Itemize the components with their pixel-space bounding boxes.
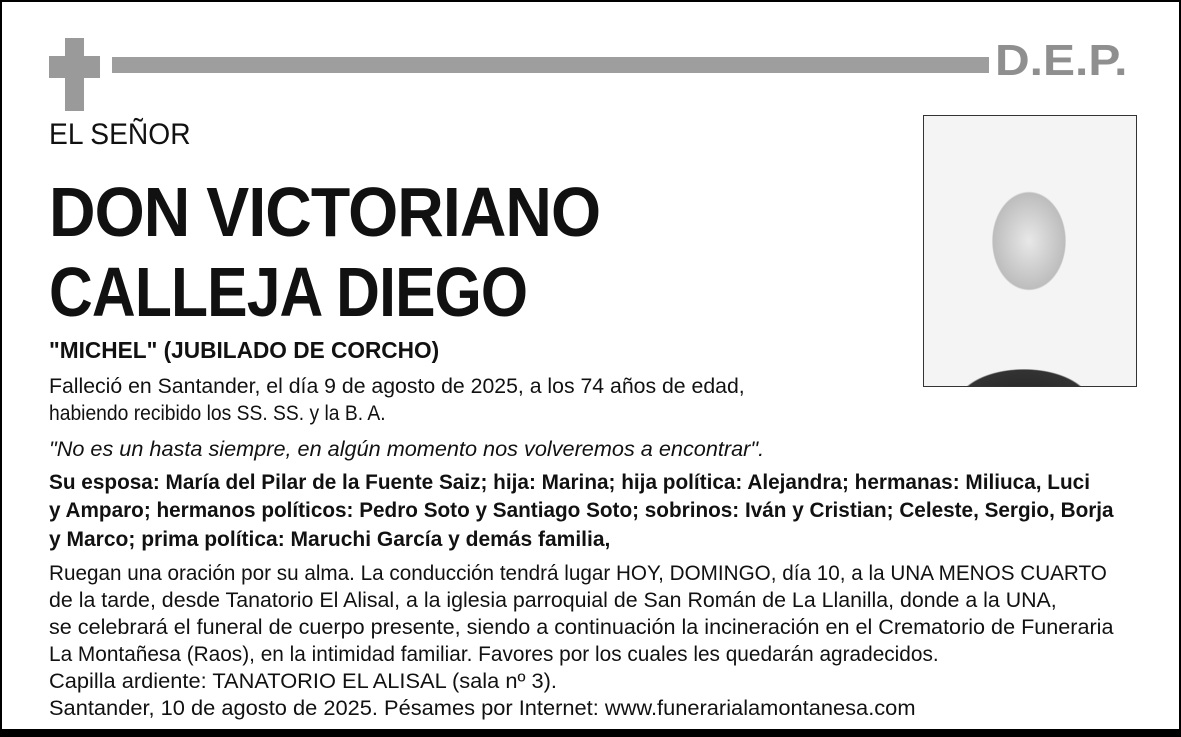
family-line-3: y Marco; prima política: Maruchi García y demás familia, [49,528,611,551]
family-line-1: Su esposa: María del Pilar de la Fuente Saiz; hija: Marina; hija política: Alejandra; hermanas: Miliuca, Luci [49,471,1090,494]
header-rule [112,57,989,73]
name-line-1: DON VICTORIANO [49,173,601,251]
family-line-2: y Amparo; hermanos políticos: Pedro Soto y Santiago Soto; sobrinos: Iván y Cristian; Celeste, Sergio, Borja [49,499,1114,522]
service-line-3: se celebrará el funeral de cuerpo presente, siendo a continuación la incineración en el Crematorio de Funeraria [49,616,1114,639]
service-line-2: de la tarde, desde Tanatorio El Alisal, a la iglesia parroquial de San Román de La Llanilla, donde a la UNA, [49,589,1057,612]
service-line-6: Santander, 10 de agosto de 2025. Pésames por Internet: www.funerarialamontanesa.com [49,697,916,720]
name-line-2: CALLEJA DIEGO [49,253,528,331]
service-line-5: Capilla ardiente: TANATORIO EL ALISAL (sala nº 3). [49,670,557,693]
bottom-border [2,729,1179,737]
death-line-1: Falleció en Santander, el día 9 de agosto de 2025, a los 74 años de edad, [49,375,745,398]
deceased-photo [923,115,1137,387]
service-line-1: Ruegan una oración por su alma. La conducción tendrá lugar HOY, DOMINGO, día 10, a la UNA MENOS CUARTO [49,562,1107,585]
prefix: EL SEÑOR [49,118,191,151]
service-line-4: La Montañesa (Raos), en la intimidad familiar. Favores por los cuales les quedarán agradecidos. [49,643,939,666]
death-line-2: habiendo recibido los SS. SS. y la B. A. [49,402,386,425]
quote: "No es un hasta siempre, en algún momento nos volveremos a encontrar". [49,438,765,461]
dep-label: D.E.P. [995,36,1128,85]
nickname: "MICHEL" (JUBILADO DE CORCHO) [49,337,440,363]
cross-icon-arm [49,56,100,78]
